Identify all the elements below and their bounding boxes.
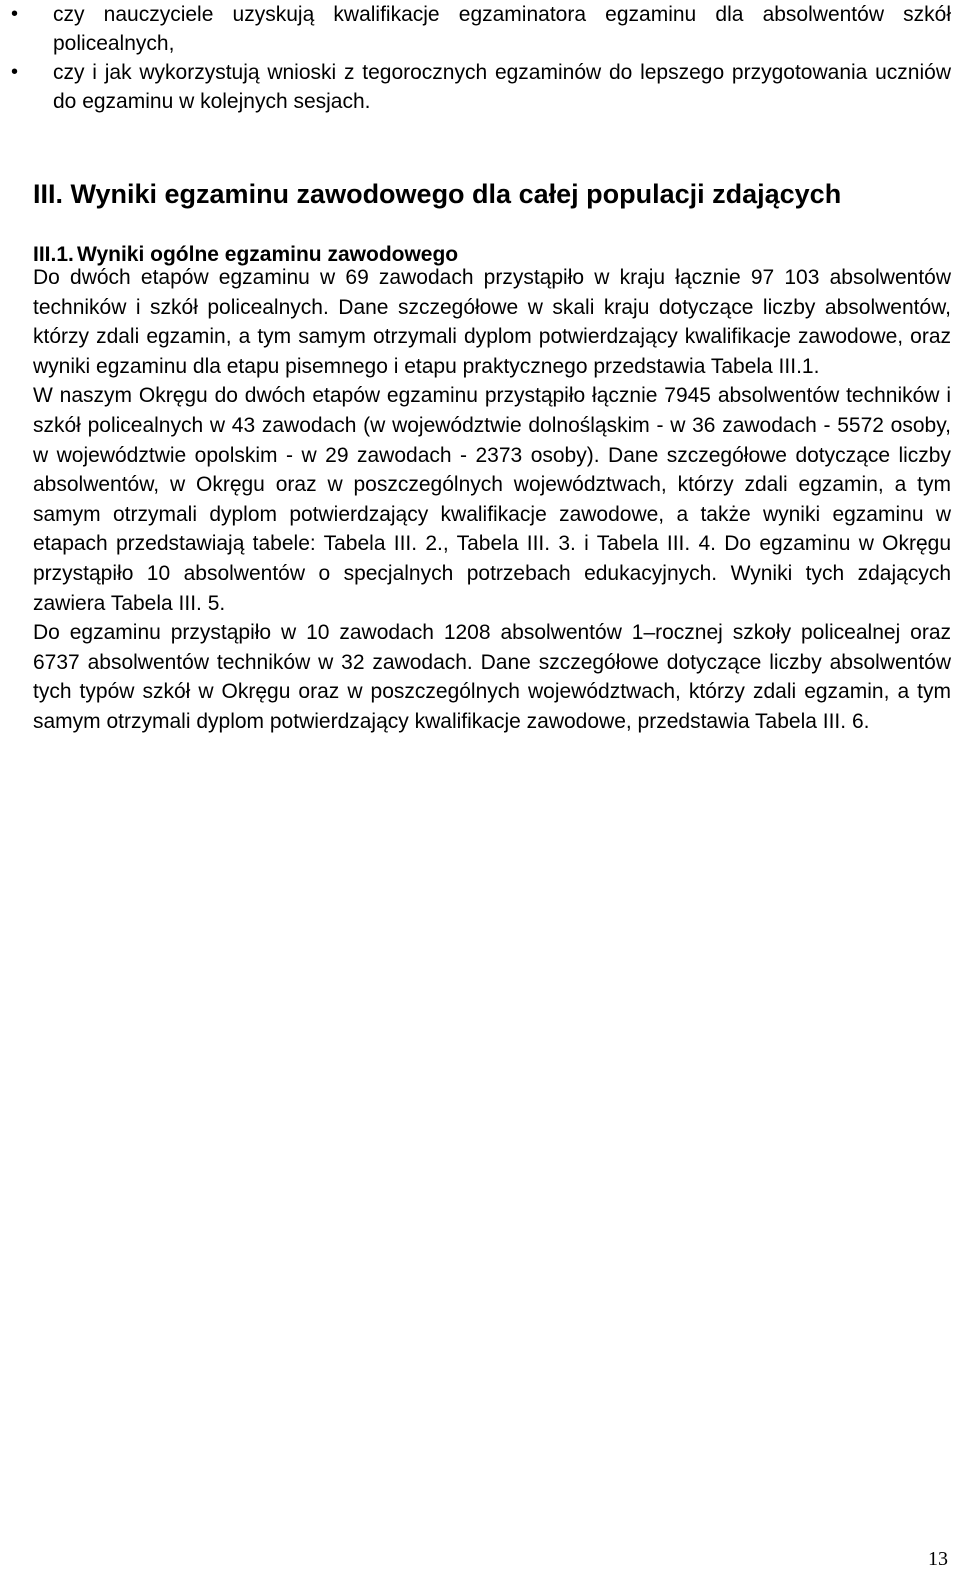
section-heading: III. Wyniki egzaminu zawodowego dla całej populacji zdających bbox=[33, 179, 842, 209]
paragraph: W naszym Okręgu do dwóch etapów egzaminu przystąpiło łącznie 7945 absolwentów techników i szkół policealnych w 43 zawodach (w województwie dolnośląskim - w 36 zawodach - 5572 osoby, w województwie opolskim - w 29 zawodach - 2373 osoby). Dane szczegółowe dotyczące liczby absolwentów, w Okręgu oraz w poszczególnych województwach, którzy zdali egzamin, a tym samym otrzymali dyplom potwierdzający kwalifikacje zawodowe, a także wyniki egzaminu w etapach przedstawiają tabele: Tabela III. 2., Tabela III. 3. i Tabela III. 4. Do egzaminu w Okręgu przystąpiło 10 absolwentów o specjalnych potrzebach edukacyjnych. Wyniki tych zdających zawiera Tabela III. 5. bbox=[33, 384, 951, 615]
bullet-item: • czy nauczyciele uzyskują kwalifikacje egzaminatora egzaminu dla absolwentów szkół policealnych, bbox=[33, 0, 951, 58]
body-text bbox=[33, 263, 951, 737]
subsection-title: Wyniki ogólne egzaminu zawodowego bbox=[77, 243, 459, 266]
bullet-list bbox=[33, 0, 951, 116]
bullet-item: • czy i jak wykorzystują wnioski z tegorocznych egzaminów do lepszego przygotowania uczniów do egzaminu w kolejnych sesjach. bbox=[33, 58, 951, 116]
paragraph: Do dwóch etapów egzaminu w 69 zawodach przystąpiło w kraju łącznie 97 103 absolwentów techników i szkół policealnych. Dane szczegółowe w skali kraju dotyczące liczby absolwentów, którzy zdali egzamin, a tym samym otrzymali dyplom potwierdzający kwalifikacje zawodowe, oraz wyniki egzaminu dla etapu pisemnego i etapu praktycznego przedstawia Tabela III.1. bbox=[33, 266, 951, 378]
subsection-number: III.1. bbox=[33, 243, 74, 266]
page-number: 13 bbox=[928, 1548, 948, 1570]
paragraph: Do egzaminu przystąpiło w 10 zawodach 1208 absolwentów 1–rocznej szkoły policealnej oraz 6737 absolwentów techników w 32 zawodach. Dane szczegółowe dotyczące liczby absolwentów tych typów szkół w Okręgu oraz w poszczególnych województwach, którzy zdali egzamin, a tym samym otrzymali dyplom potwierdzający kwalifikacje zawodowe, przedstawia Tabela III. 6. bbox=[33, 621, 951, 733]
